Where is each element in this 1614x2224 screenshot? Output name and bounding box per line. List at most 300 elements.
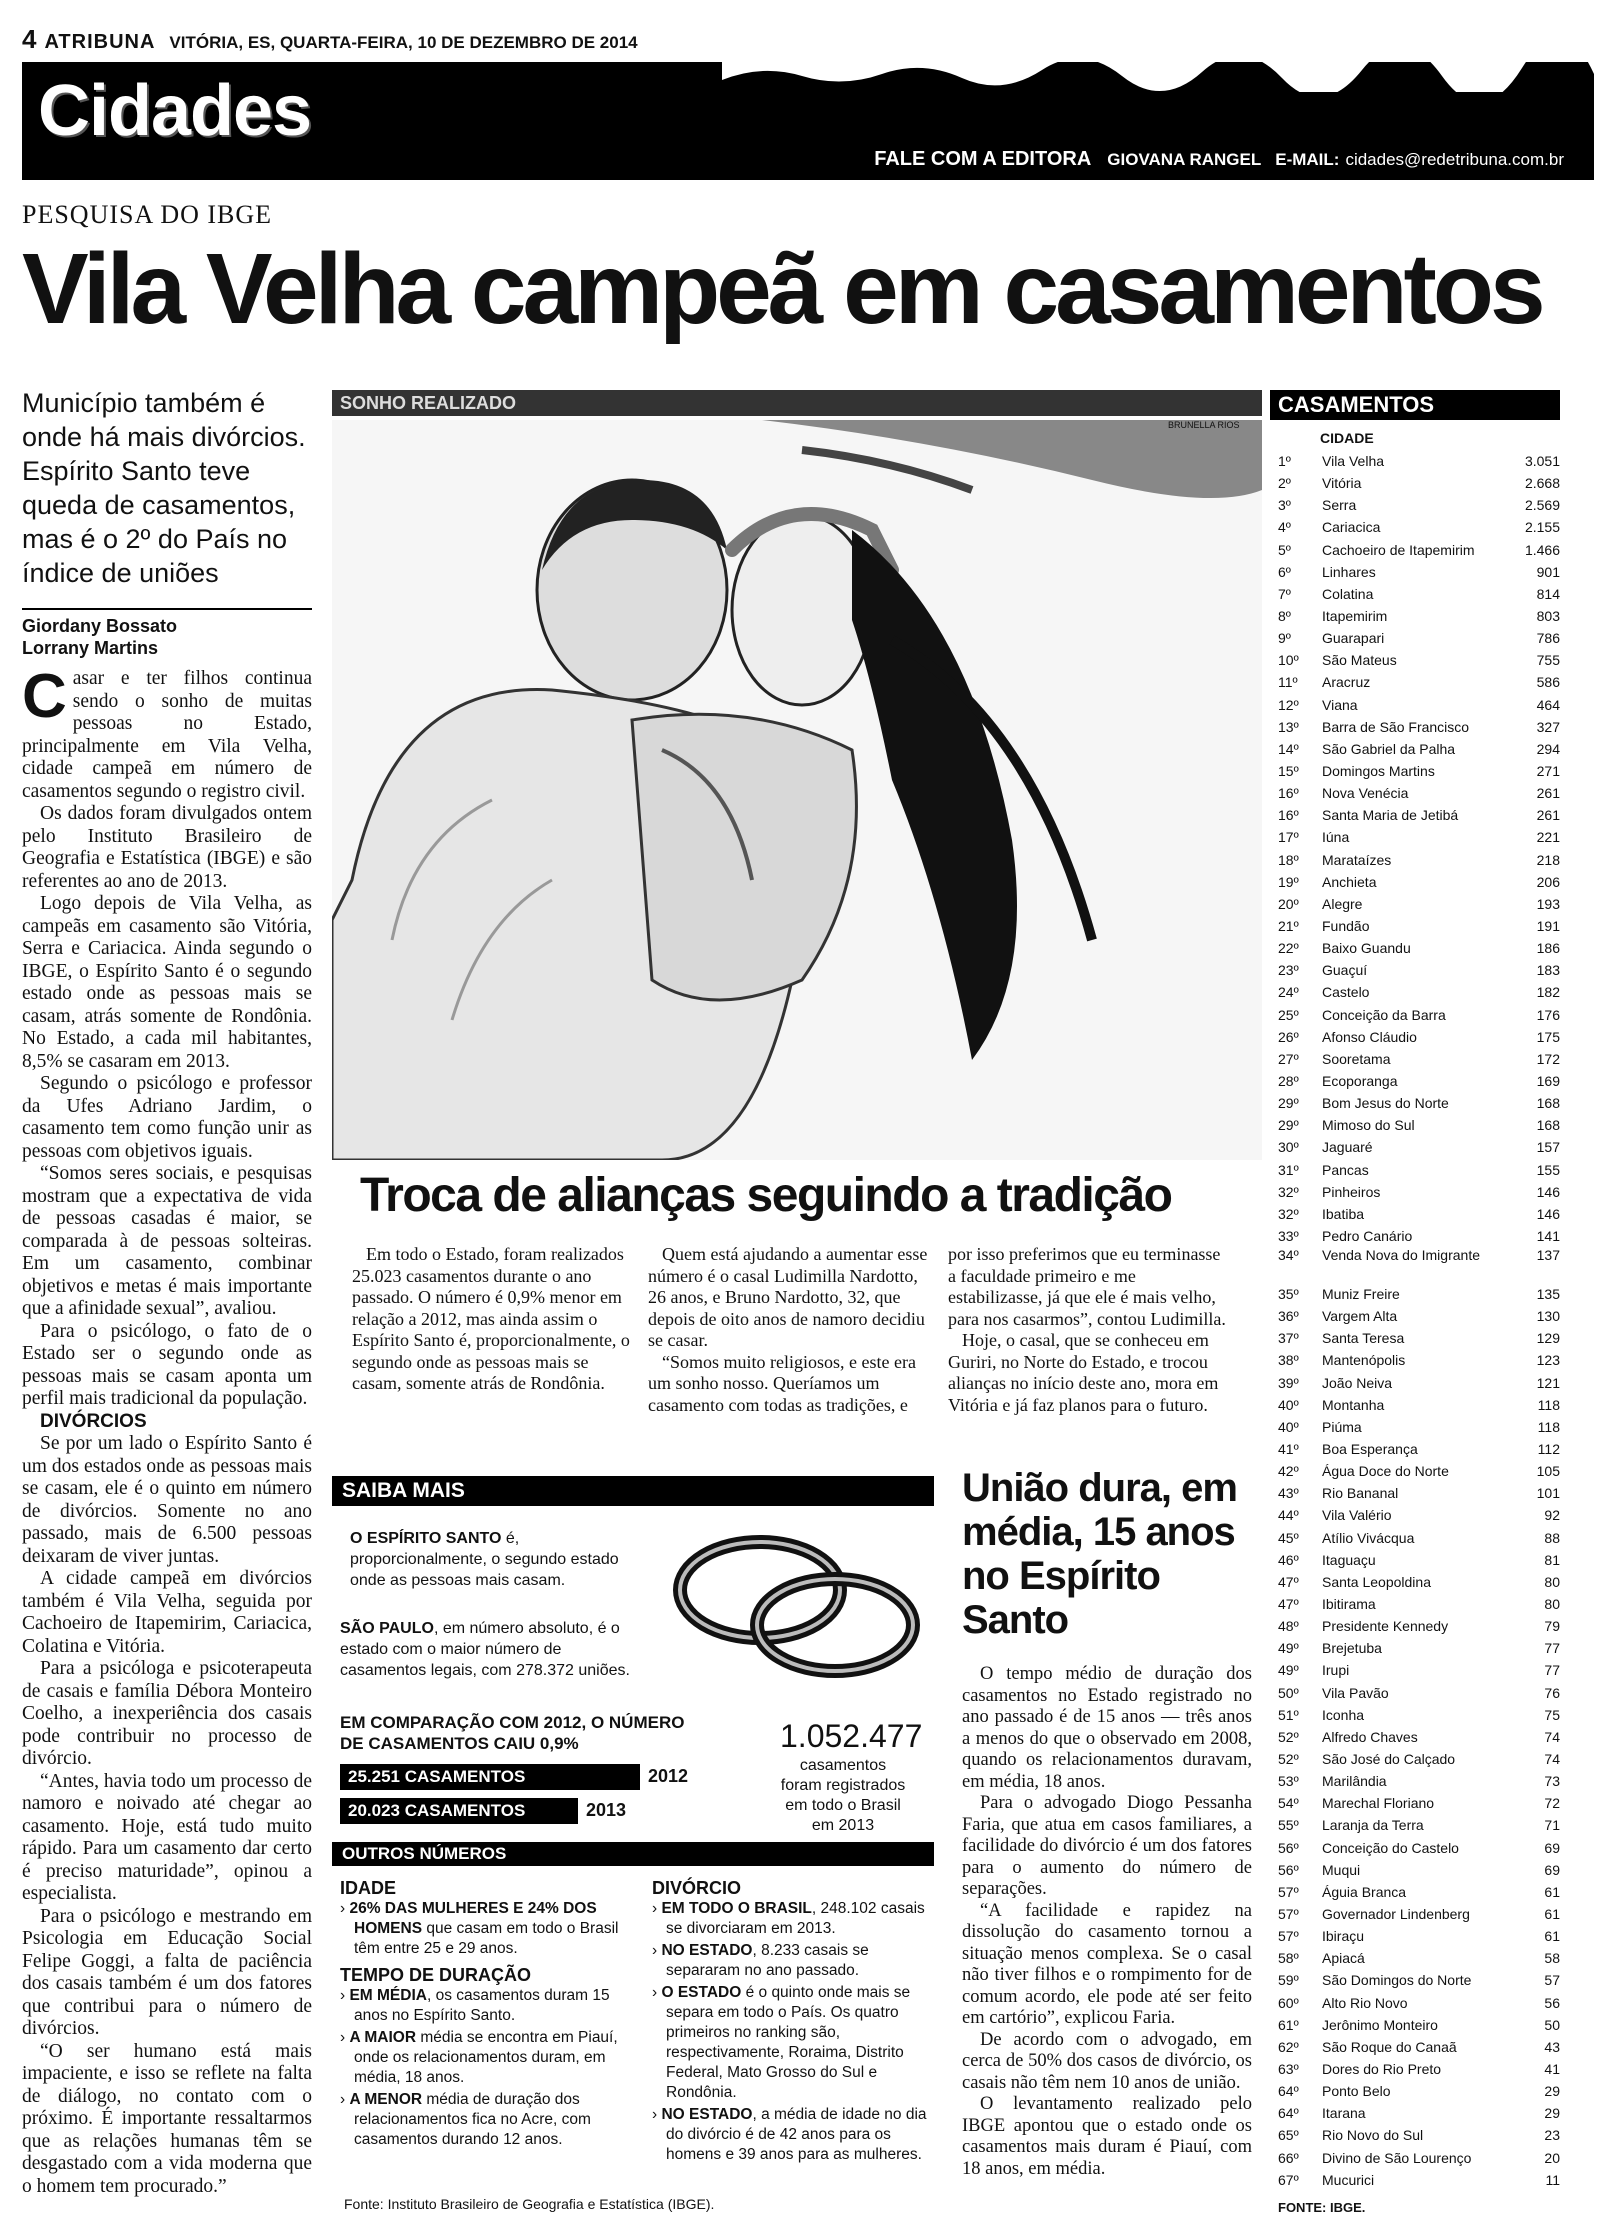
table-row	[1278, 561, 1560, 583]
uniao-story	[962, 1664, 1252, 2180]
city-cell: Jerônimo Monteiro	[1322, 2016, 1438, 2033]
city-cell: Vitória	[1322, 475, 1362, 492]
city-cell: Muniz Freire	[1322, 1286, 1400, 1303]
wedding-photo	[332, 420, 1262, 1160]
rank-cell: 54º	[1278, 1795, 1299, 1812]
rank-cell: 19º	[1278, 873, 1299, 890]
city-cell: Ibiraçu	[1322, 1928, 1365, 1945]
table-row	[1278, 760, 1560, 782]
rank-cell: 20º	[1278, 895, 1299, 912]
city-cell: Conceição da Barra	[1322, 1006, 1446, 1023]
table-row	[1278, 1203, 1560, 1225]
bar-year: 2013	[586, 1800, 627, 1820]
idade-head: IDADE	[340, 1878, 397, 1898]
city-cell: Vila Valério	[1322, 1507, 1392, 1524]
rank-cell: 57º	[1278, 1883, 1299, 1900]
city-cell: Santa Leopoldina	[1322, 1573, 1431, 1590]
city-cell: Fundão	[1322, 917, 1370, 934]
rank-cell: 37º	[1278, 1330, 1299, 1347]
value-cell: 464	[1536, 696, 1560, 713]
table-row	[1278, 1837, 1560, 1859]
value-cell: 77	[1544, 1640, 1560, 1657]
value-cell: 803	[1536, 607, 1560, 624]
editor-name: GIOVANA RANGEL	[1107, 150, 1262, 169]
table-row	[1278, 1659, 1560, 1681]
value-cell: 135	[1536, 1286, 1560, 1303]
value-cell: 80	[1544, 1573, 1560, 1590]
value-cell: 186	[1536, 940, 1560, 957]
rank-cell: 40º	[1278, 1418, 1299, 1435]
table-row	[1278, 583, 1560, 605]
subhead-divorcios: DIVÓRCIOS	[40, 1410, 147, 1432]
city-cell: Pinheiros	[1322, 1183, 1381, 1200]
rank-cell: 52º	[1278, 1751, 1299, 1768]
table-row	[1278, 1992, 1560, 2014]
city-cell: Serra	[1322, 497, 1357, 514]
rank-cell: 23º	[1278, 962, 1299, 979]
table-row	[1278, 649, 1560, 671]
table-row	[1278, 2080, 1560, 2102]
table-row	[1278, 1482, 1560, 1504]
table-row	[1278, 1969, 1560, 1991]
item-text: , os casamentos duram 15 anos no Espírito Santo.	[354, 1987, 610, 2024]
value-cell: 169	[1536, 1072, 1560, 1089]
table-row	[1278, 1225, 1560, 1247]
city-cell: Itarana	[1322, 2105, 1366, 2122]
city-cell: Nova Venécia	[1322, 785, 1409, 802]
city-cell: Dores do Rio Preto	[1322, 2060, 1442, 2077]
value-cell: 41	[1544, 2060, 1560, 2077]
rank-cell: 8º	[1278, 607, 1291, 624]
value-cell: 69	[1544, 1839, 1560, 1856]
city-cell: Cachoeiro de Itapemirim	[1322, 541, 1475, 558]
city-cell: Baixo Guandu	[1322, 940, 1411, 957]
casamentos-table-header	[1270, 390, 1560, 420]
value-cell: 157	[1536, 1139, 1560, 1156]
bar-2012	[340, 1764, 640, 1790]
saiba-mais-header	[332, 1476, 934, 1506]
table-row	[1278, 2124, 1560, 2146]
paragraph: Para a psicóloga e psicoterapeuta de casais e família Débora Monteiro Coelho, a inexperiência dos casais pode contribuir no processo de divórcio.	[22, 1658, 312, 1769]
table-row	[1278, 1571, 1560, 1593]
table-row	[1278, 1327, 1560, 1349]
rank-cell: 58º	[1278, 1950, 1299, 1967]
email-label: E-MAIL:	[1275, 150, 1340, 169]
rank-cell: 10º	[1278, 652, 1299, 669]
photo-credit: BRUNELLA RIOS	[1168, 420, 1240, 430]
rank-cell: 28º	[1278, 1072, 1299, 1089]
value-cell: 221	[1536, 829, 1560, 846]
table-row	[1278, 1770, 1560, 1792]
newspaper-name: ATRIBUNA	[44, 31, 156, 53]
value-cell: 71	[1544, 1817, 1560, 1834]
rank-cell: 65º	[1278, 2127, 1299, 2144]
rank-cell: 36º	[1278, 1308, 1299, 1325]
value-cell: 76	[1544, 1684, 1560, 1701]
rank-cell: 47º	[1278, 1596, 1299, 1613]
rank-cell: 66º	[1278, 2149, 1299, 2166]
value-cell: 175	[1536, 1028, 1560, 1045]
value-cell: 141	[1536, 1227, 1560, 1244]
city-cell: Piúma	[1322, 1418, 1362, 1435]
fact-lead: O ESPÍRITO SANTO	[350, 1530, 502, 1547]
value-cell: 123	[1536, 1352, 1560, 1369]
city-cell: Cariacica	[1322, 519, 1381, 536]
value-cell: 80	[1544, 1596, 1560, 1613]
list-item: › EM TODO O BRASIL, 248.102 casais se divorciaram em 2013.	[652, 1900, 925, 1937]
paragraph: Se por um lado o Espírito Santo é um dos estados onde as pessoas mais se casam, ele é o quinto em número de divórcios. Somente no ano passado, mais de 6.500 pessoas deixaram de viver juntas.	[22, 1433, 312, 1567]
table-row	[1278, 716, 1560, 738]
rank-cell: 62º	[1278, 2038, 1299, 2055]
table-row	[1278, 1504, 1560, 1526]
rank-cell: 25º	[1278, 1006, 1299, 1023]
table-row	[1278, 1682, 1560, 1704]
value-cell: 61	[1544, 1883, 1560, 1900]
rank-cell: 32º	[1278, 1183, 1299, 1200]
city-cell: Aracruz	[1322, 674, 1371, 691]
table-column-header: CIDADE	[1320, 430, 1374, 446]
uniao-headline: União dura, em média, 15 anos no Espírito Santo	[962, 1466, 1237, 1642]
table-row	[1278, 516, 1560, 538]
value-cell: 183	[1536, 962, 1560, 979]
city-cell: Venda Nova do Imigrante	[1322, 1247, 1480, 1264]
value-cell: 58	[1544, 1950, 1560, 1967]
value-cell: 137	[1536, 1247, 1560, 1264]
value-cell: 3.051	[1524, 453, 1560, 469]
headline: Vila Velha campeã em casamentos	[22, 233, 1542, 345]
table-row	[1278, 1903, 1560, 1925]
sidebar-column-2	[648, 1244, 930, 1416]
paragraph: Quem está ajudando a aumentar esse número é o casal Ludimilla Nardotto, 26 anos, e Bruno Nardotto, 32, que depois de oito anos de namoro decidiu se casar.	[648, 1244, 928, 1350]
rank-cell: 34º	[1278, 1247, 1299, 1264]
table-row	[1278, 893, 1560, 915]
rank-cell: 41º	[1278, 1441, 1299, 1458]
tempo-head: TEMPO DE DURAÇÃO	[340, 1965, 532, 1985]
bar-label: 20.023 CASAMENTOS	[348, 1801, 526, 1820]
rank-cell: 49º	[1278, 1640, 1299, 1657]
table-row	[1278, 1372, 1560, 1394]
list-item: › O ESTADO é o quinto onde mais se separa em todo o País. Os quatro primeiros no ranking são, respectivamente, Roraima, Distrito Federal, Mato Grosso do Sul e Rondônia.	[652, 1984, 911, 2101]
table-row	[1278, 1792, 1560, 1814]
city-cell: Barra de São Francisco	[1322, 718, 1470, 735]
email-link[interactable]: cidades@redetribuna.com.br	[1345, 150, 1564, 169]
value-cell: 294	[1536, 740, 1560, 757]
outros-title: OUTROS NÚMEROS	[342, 1844, 507, 1863]
value-cell: 2.155	[1524, 519, 1560, 536]
value-cell: 2.668	[1524, 475, 1560, 492]
city-cell: Domingos Martins	[1322, 762, 1435, 779]
city-cell: Vila Pavão	[1322, 1684, 1389, 1701]
table-row	[1278, 1859, 1560, 1881]
rank-cell: 51º	[1278, 1706, 1299, 1723]
box-fact-es	[350, 1528, 650, 1591]
sidebar-column-3	[948, 1244, 1230, 1416]
big-number-caption: casamentos foram registrados em todo o Brasil em 2013	[780, 1757, 906, 1834]
table-row	[1278, 1159, 1560, 1181]
bar-year: 2012	[648, 1766, 689, 1786]
list-item: › NO ESTADO, a média de idade no dia do divórcio é de 42 anos para os homens e 39 anos para as mulheres.	[652, 2106, 927, 2163]
rank-cell: 6º	[1278, 563, 1291, 580]
city-cell: Iconha	[1322, 1706, 1365, 1723]
table-row	[1278, 1748, 1560, 1770]
city-cell: Pedro Canário	[1322, 1227, 1413, 1244]
rank-cell: 52º	[1278, 1728, 1299, 1745]
section-title: Cidades	[38, 71, 312, 151]
city-cell: São José do Calçado	[1322, 1751, 1456, 1768]
rank-cell: 43º	[1278, 1485, 1299, 1502]
paragraph: Segundo o psicólogo e professor da Ufes Adriano Jardim, o casamento tem como função unir as pessoas com objetivos iguais.	[22, 1073, 312, 1162]
value-cell: 755	[1536, 652, 1560, 669]
table-row	[1278, 1004, 1560, 1026]
city-cell: Linhares	[1322, 563, 1376, 580]
paragraph: Para o advogado Diogo Pessanha Faria, que atua em casos familiares, a facilidade do divórcio é um dos fatores para o aumento do número de separações.	[962, 1793, 1252, 1899]
paragraph: Para o psicólogo e mestrando em Psicologia em Educação Social Felipe Goggi, a falta de paciência dos casais também é um dos fatores que contribui para o número de divórcios.	[22, 1905, 312, 2039]
folio	[22, 24, 638, 55]
paragraph: “O ser humano está mais impaciente, e isso se reflete na falta de diálogo, no contato com o próximo. É importante ressaltarmos que as relações humanas têm se desgastado com a vida moderna que o homem tem procurado.”	[22, 2040, 312, 2197]
sidebar-column-1	[352, 1244, 634, 1395]
rank-cell: 27º	[1278, 1050, 1299, 1067]
dateline: VITÓRIA, ES, QUARTA-FEIRA, 10 DE DEZEMBRO DE 2014	[169, 33, 638, 52]
table-row	[1278, 1460, 1560, 1482]
rank-cell: 57º	[1278, 1906, 1299, 1922]
city-cell: Ibatiba	[1322, 1205, 1365, 1222]
idade-list	[340, 1899, 640, 1959]
table-row	[1278, 1637, 1560, 1659]
list-item: › NO ESTADO, 8.233 casais se separaram no ano passado.	[652, 1942, 869, 1979]
city-cell: Boa Esperança	[1322, 1441, 1418, 1458]
item-lead: O ESTADO	[661, 1984, 742, 2001]
table-row	[1278, 1305, 1560, 1327]
rank-cell: 22º	[1278, 940, 1299, 957]
rank-cell: 53º	[1278, 1773, 1299, 1790]
rank-cell: 33º	[1278, 1227, 1299, 1244]
table-row	[1278, 1349, 1560, 1371]
wave-decoration	[722, 62, 1594, 92]
value-cell: 74	[1544, 1751, 1560, 1768]
city-cell: Apiacá	[1322, 1950, 1365, 1967]
city-cell: Rio Bananal	[1322, 1485, 1399, 1502]
paragraph: O tempo médio de duração dos casamentos no Estado registrado no ano passado é de 15 anos — três anos a menos do que o observado em 2008, quando os relacionamentos duravam, em média, 18 anos.	[962, 1664, 1252, 1792]
box-fact-sp	[340, 1618, 650, 1681]
city-cell: São Roque do Canaã	[1322, 2038, 1457, 2055]
table-row	[1278, 1181, 1560, 1203]
value-cell: 43	[1544, 2038, 1560, 2055]
value-cell: 61	[1544, 1928, 1560, 1945]
value-cell: 814	[1536, 585, 1560, 602]
item-lead: NO ESTADO	[661, 2106, 753, 2123]
table-row	[1278, 981, 1560, 1003]
value-cell: 146	[1536, 1205, 1560, 1222]
rank-cell: 31º	[1278, 1161, 1299, 1178]
city-cell: Ecoporanga	[1322, 1072, 1398, 1089]
paragraph: por isso preferimos que eu terminasse a faculdade primeiro e me estabilizasse, já que ele é mais velho, para nos casarmos”, contou Ludimilla.	[948, 1244, 1226, 1329]
paragraph: asar e ter filhos continua sendo o sonho de muitas pessoas no Estado, principalmente em Vila Velha, cidade campeã em número de casamentos segundo o registro civil.	[22, 668, 312, 802]
rank-cell: 29º	[1278, 1095, 1299, 1112]
item-lead: A MENOR	[349, 2091, 423, 2108]
city-cell: Laranja da Terra	[1322, 1817, 1424, 1834]
value-cell: 586	[1536, 674, 1560, 691]
saiba-mais-title: SAIBA MAIS	[342, 1479, 465, 1502]
list-item: › A MAIOR média se encontra em Piauí, onde os relacionamentos duram, em média, 18 anos.	[340, 2029, 618, 2086]
paragraph: O levantamento realizado pelo IBGE apontou que o estado onde os casamentos mais duram é Piauí, com 18 anos, em média.	[962, 2094, 1252, 2179]
outros-left-column	[340, 1878, 640, 2152]
rank-cell: 39º	[1278, 1374, 1299, 1391]
city-cell: Águia Branca	[1322, 1883, 1407, 1900]
city-cell: Bom Jesus do Norte	[1322, 1095, 1449, 1112]
rank-cell: 29º	[1278, 1117, 1299, 1134]
value-cell: 112	[1537, 1441, 1560, 1458]
value-cell: 191	[1536, 917, 1560, 934]
table-row	[1278, 1136, 1560, 1158]
rank-cell: 18º	[1278, 851, 1299, 868]
table-row	[1278, 2102, 1560, 2124]
city-cell: Mucurici	[1322, 2171, 1375, 2188]
rank-cell: 13º	[1278, 718, 1299, 735]
value-cell: 72	[1544, 1795, 1560, 1812]
table-row	[1278, 1881, 1560, 1903]
fact-lead: SÃO PAULO	[340, 1620, 434, 1637]
list-item: › 26% DAS MULHERES E 24% DOS HOMENS que casam em todo o Brasil têm entre 25 e 29 anos.	[340, 1900, 619, 1957]
box-source: Fonte: Instituto Brasileiro de Geografia e Estatística (IBGE).	[344, 2196, 715, 2212]
value-cell: 901	[1536, 563, 1560, 580]
casamentos-table	[1278, 450, 1560, 2191]
rank-cell: 64º	[1278, 2083, 1299, 2100]
rank-cell: 57º	[1278, 1928, 1299, 1945]
value-cell: 218	[1536, 851, 1560, 868]
main-story	[22, 662, 312, 2198]
fact-text: , em número absoluto, é o estado com o maior número de casamentos legais, com 278.372 uniões.	[340, 1620, 630, 1679]
rank-cell: 9º	[1278, 630, 1291, 647]
table-row	[1278, 1925, 1560, 1947]
city-cell: Marechal Floriano	[1322, 1795, 1435, 1812]
table-row	[1278, 1070, 1560, 1092]
outros-numeros-header	[332, 1842, 934, 1866]
value-cell: 261	[1536, 785, 1560, 802]
table-row	[1278, 1593, 1560, 1615]
value-cell: 271	[1536, 762, 1560, 779]
value-cell: 261	[1536, 807, 1560, 824]
sidebar-headline: Troca de alianças seguindo a tradição	[360, 1169, 1172, 1222]
value-cell: 786	[1536, 630, 1560, 647]
rank-cell: 15º	[1278, 762, 1299, 779]
value-cell: 11	[1545, 2171, 1560, 2188]
city-cell: São Domingos do Norte	[1322, 1972, 1472, 1989]
item-text: é o quinto onde mais se separa em todo o País. Os quatro primeiros no ranking são, respectivamente, Roraima, Distrito Federal, Mato Grosso do Sul e Rondônia.	[666, 1984, 911, 2101]
table-row	[1278, 1247, 1560, 1283]
table-row	[1278, 849, 1560, 871]
table-title: CASAMENTOS	[1278, 392, 1435, 417]
city-cell: Santa Maria de Jetibá	[1322, 807, 1459, 824]
value-cell: 81	[1544, 1551, 1560, 1568]
city-cell: Conceição do Castelo	[1322, 1839, 1459, 1856]
value-cell: 168	[1536, 1095, 1560, 1112]
value-cell: 130	[1536, 1308, 1560, 1325]
photo-label-text: SONHO REALIZADO	[340, 393, 517, 413]
item-lead: EM TODO O BRASIL	[661, 1900, 812, 1917]
rank-cell: 48º	[1278, 1618, 1299, 1635]
byline: Lorrany Martins	[22, 638, 159, 658]
table-row	[1278, 671, 1560, 693]
value-cell: 155	[1536, 1161, 1560, 1178]
city-cell: Brejetuba	[1322, 1640, 1382, 1657]
value-cell: 20	[1544, 2149, 1560, 2166]
table-row	[1278, 605, 1560, 627]
outros-right-column	[652, 1878, 936, 2167]
rank-cell: 56º	[1278, 1861, 1299, 1878]
table-row	[1278, 1438, 1560, 1460]
city-cell: Afonso Cláudio	[1322, 1028, 1417, 1045]
city-cell: São Mateus	[1322, 652, 1397, 669]
city-cell: Sooretama	[1322, 1050, 1391, 1067]
city-cell: Divino de São Lourenço	[1322, 2149, 1472, 2166]
wedding-rings-icon	[660, 1510, 930, 1690]
item-text: , 8.233 casais se separaram no ano passado.	[666, 1942, 869, 1979]
city-cell: Colatina	[1322, 585, 1374, 602]
table-row	[1278, 738, 1560, 760]
rank-cell: 64º	[1278, 2105, 1299, 2122]
rank-cell: 40º	[1278, 1396, 1299, 1413]
tempo-list	[340, 1986, 640, 2150]
divorcio-head: DIVÓRCIO	[652, 1878, 742, 1898]
paragraph: Hoje, o casal, que se conheceu em Guriri, no Norte do Estado, e trocou alianças no início deste ano, mora em Vitória e já faz planos para o futuro.	[948, 1330, 1219, 1415]
paragraph: Logo depois de Vila Velha, as campeãs em casamento são Vitória, Serra e Cariacica. Ainda segundo o IBGE, o Espírito Santo é o segundo estado onde as pessoas mais se casam, atrás somente de Rondônia. No Estado, a cada mil habitantes, 8,5% se casaram em 2013.	[22, 893, 312, 1072]
page-number: 4	[22, 24, 37, 54]
city-cell: São Gabriel da Palha	[1322, 740, 1456, 757]
rank-cell: 42º	[1278, 1463, 1299, 1480]
city-cell: Itaguaçu	[1322, 1551, 1376, 1568]
table-row	[1278, 1283, 1560, 1305]
city-cell: Guaçuí	[1322, 962, 1368, 979]
city-cell: Mantenópolis	[1322, 1352, 1406, 1369]
rank-cell: 38º	[1278, 1352, 1299, 1369]
table-row	[1278, 2169, 1560, 2191]
rank-cell: 30º	[1278, 1139, 1299, 1156]
value-cell: 23	[1544, 2127, 1560, 2144]
item-text: média de duração dos relacionamentos fica no Acre, com casamentos durando 12 anos.	[354, 2091, 591, 2148]
table-row	[1278, 2058, 1560, 2080]
fact-text: é, proporcionalmente, o segundo estado onde as pessoas mais casam.	[350, 1530, 619, 1589]
rank-cell: 1º	[1278, 453, 1291, 469]
item-text: média se encontra em Piauí, onde os relacionamentos duram, em média, 18 anos.	[354, 2029, 618, 2086]
value-cell: 74	[1544, 1728, 1560, 1745]
city-cell: Pancas	[1322, 1161, 1369, 1178]
value-cell: 172	[1536, 1050, 1560, 1067]
rank-cell: 17º	[1278, 829, 1299, 846]
item-lead: 26% DAS MULHERES E 24% DOS HOMENS	[349, 1900, 597, 1937]
value-cell: 77	[1544, 1662, 1560, 1679]
kicker: PESQUISA DO IBGE	[22, 200, 273, 229]
rank-cell: 63º	[1278, 2060, 1299, 2077]
bar-2013	[340, 1798, 578, 1824]
table-row	[1278, 472, 1560, 494]
table-row	[1278, 1726, 1560, 1748]
editor-contact	[868, 148, 1564, 171]
city-cell: Viana	[1322, 696, 1358, 713]
value-cell: 206	[1536, 873, 1560, 890]
rank-cell: 67º	[1278, 2171, 1299, 2188]
table-row	[1278, 1615, 1560, 1637]
rank-cell: 56º	[1278, 1839, 1299, 1856]
contact-label: FALE COM A EDITORA	[874, 148, 1092, 170]
paragraph: “Antes, havia todo um processo de namoro e noivado até chegar ao casamento. Hoje, está tudo muito rápido. Para um casamento dar certo é preciso maturidade”, opinou a especialista.	[22, 1770, 312, 1904]
city-cell: Mimoso do Sul	[1322, 1117, 1415, 1134]
item-lead: EM MÉDIA	[349, 1987, 427, 2004]
rank-cell: 44º	[1278, 1507, 1299, 1524]
big-number: 1.052.477	[780, 1718, 923, 1754]
rank-cell: 26º	[1278, 1028, 1299, 1045]
rank-cell: 45º	[1278, 1529, 1299, 1546]
rank-cell: 3º	[1278, 497, 1291, 514]
